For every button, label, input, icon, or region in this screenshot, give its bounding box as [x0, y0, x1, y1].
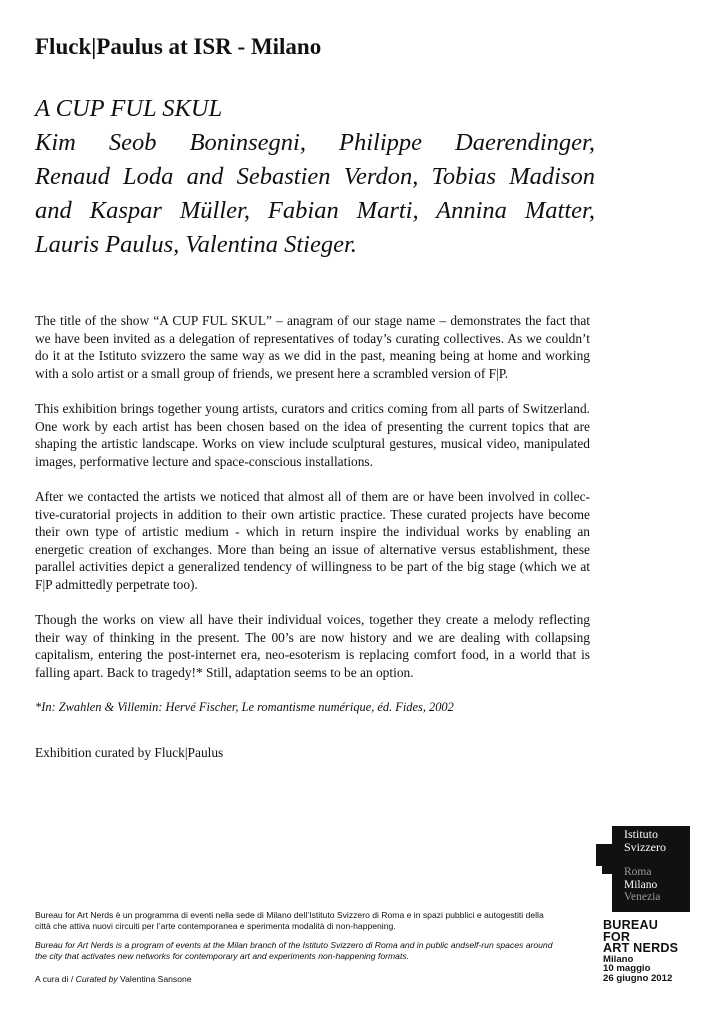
show-title: A CUP FUL SKUL: [35, 95, 223, 122]
istituto-svizzero-logo: [596, 826, 690, 912]
footnote: *In: Zwahlen & Villemin: Hervé Fischer, Le romantisme numérique, éd. Fides, 2002: [35, 700, 454, 715]
curated-by-line: Exhibition curated by Fluck|Paulus: [35, 745, 224, 760]
logo-city-roma: Roma: [624, 866, 652, 878]
paragraph-2: This exhibition brings together young artists, curators and critics coming from all parts of Switzerland. One work by each artist has been chosen based on the idea of presenting the current topics that are shaping the artistic landscape. Works on view include sculptural gestures, musical video, manipulated images, performative lecture and space-conscious installations.: [35, 400, 590, 469]
artists-line-2: Renaud Loda and Sebastien Verdon, Tobias Madison: [35, 163, 595, 190]
footer-text: [35, 910, 555, 993]
artists-line-3: and Kaspar Müller, Fabian Marti, Annina Matter,: [35, 197, 595, 224]
press-text: [35, 312, 590, 734]
paragraph-3: After we contacted the artists we noticed that almost all of them are or have been involved in collec-tive-curatorial projects in addition to their own artistic practice. These curated projects have become their own type of artistic medium - which in return inspire the individual works by enabling an energetic creation of exchanges. More than being an issue of alternative versus establishment, these parallel activities depict a generalized tendency of willingness to be part of the big stage (which we at F|P admittedly perpetrate too).: [35, 488, 590, 592]
artists-line-4: Lauris Paulus, Valentina Stieger.: [35, 231, 357, 258]
logo-line-1: Istituto: [624, 827, 659, 841]
bureau-line-1: BUREAU: [603, 918, 659, 932]
artists-line-1: Kim Seob Boninsegni, Philippe Daerendinger,: [35, 129, 595, 156]
paragraph-4: Though the works on view all have their individual voices, together they create a melody reflecting their way of thinking in the present. The 00’s are now history and we are dealing with collapsing capitalism, entering the post-internet era, neo-esoterism is replacing comfort food, in a world that is falling apart. Back to tragedy!* Still, adaptation seems to be an option.: [35, 612, 590, 680]
bureau-line-2: FOR: [603, 929, 631, 944]
logo-city-milano: Milano: [624, 878, 658, 891]
logo-name: [624, 828, 666, 854]
page-title: Fluck|Paulus at ISR - Milano: [35, 34, 322, 59]
bureau-date-start: 10 maggio: [603, 963, 651, 975]
credit-prefix: A cura di /: [35, 974, 76, 984]
footer-english: Bureau for Art Nerds is a program of events at the Milan branch of the Istituto Svizzero di Roma and in public andself-run spaces around the city that activates new networks for contemporary art and experiments non-happening formats.: [35, 940, 553, 961]
bureau-date-end: 26 giugno 2012: [603, 972, 673, 984]
footer-italian: Bureau for Art Nerds è un programma di eventi nella sede di Milano dell’Istituto Svizzero di Roma e in spazi pubblici e autogestiti della città che attiva nuovi circuiti per l’arte contemporanea e sperimenta modalità di non-happening.: [35, 910, 544, 931]
bureau-line-3: ART NERDS: [603, 941, 679, 955]
bureau-city: Milano: [603, 953, 634, 965]
footer-credit: [35, 974, 555, 985]
show-heading: [35, 92, 595, 262]
logo-cities: [624, 866, 660, 904]
logo-line-2: Svizzero: [624, 840, 666, 854]
logo-city-venezia: Venezia: [624, 891, 661, 903]
bureau-for-art-nerds-mark: [603, 920, 678, 983]
credit-italic: Curated by: [75, 974, 118, 984]
credit-name: Valentina Sansone: [117, 974, 192, 984]
paragraph-1: The title of the show “A CUP FUL SKUL” – anagram of our stage name – demonstrates the fact that we have been invited as a delegation of representatives of today’s curating collectives. As we couldn’t do it at the Istituto svizzero the same way as we did in the past, meaning being at home and working with a solo artist or a small group of friends, we present here a scrambled version of F|P.: [35, 313, 590, 381]
